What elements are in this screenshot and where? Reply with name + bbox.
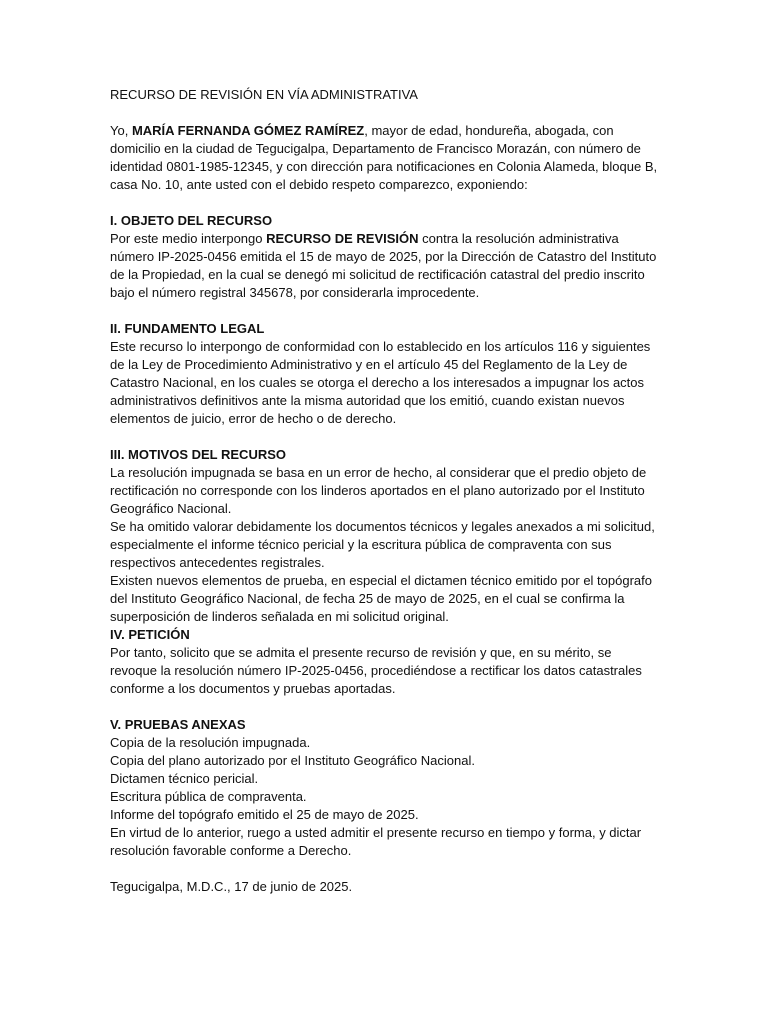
section-heading-fundamento: II. FUNDAMENTO LEGAL [110, 321, 265, 336]
spacer [110, 860, 662, 878]
spacer [110, 698, 662, 716]
recurso-de-revision-bold: RECURSO DE REVISIÓN [266, 231, 419, 246]
motivo-paragraph: Se ha omitido valorar debidamente los documentos técnicos y legales anexados a mi solicitud, especialmente el informe técnico pericial y la escritura pública de compraventa con sus respectivos antecedentes registrales. [110, 519, 655, 570]
objeto-text-start: Por este medio interpongo [110, 231, 267, 246]
document-body [110, 86, 662, 896]
section-text-fundamento: Este recurso lo interpongo de conformidad con lo establecido en los artículos 116 y siguientes de la Ley de Procedimiento Administrativo y en el artículo 45 del Reglamento de la Ley de Catastro Nacional, en los cuales se otorga el derecho a los interesados a impugnar los actos administrativos definitivos ante la misma autoridad que los emitió, cuando existan nuevos elementos de juicio, error de hecho o de derecho. [110, 339, 651, 426]
section-text-objeto [110, 230, 662, 302]
intro-prefix: Yo, [110, 123, 132, 138]
spacer [110, 194, 662, 212]
section-heading-peticion: IV. PETICIÓN [110, 627, 190, 642]
spacer [110, 104, 662, 122]
document-title: RECURSO DE REVISIÓN EN VÍA ADMINISTRATIVA [110, 87, 418, 102]
prueba-item: Dictamen técnico pericial. [110, 771, 259, 786]
prueba-item: Copia del plano autorizado por el Instituto Geográfico Nacional. [110, 753, 475, 768]
motivo-paragraph: Existen nuevos elementos de prueba, en especial el dictamen técnico emitido por el topógrafo del Instituto Geográfico Nacional, de fecha 25 de mayo de 2025, en el cual se confirma la superposición de linderos señalada en mi solicitud original. [110, 573, 652, 624]
spacer [110, 428, 662, 446]
section-heading-motivos: III. MOTIVOS DEL RECURSO [110, 447, 287, 462]
motivo-paragraph: La resolución impugnada se basa en un error de hecho, al considerar que el predio objeto de rectificación no corresponde con los linderos aportados en el plano autorizado por el Instituto Geográfico Nacional. [110, 465, 647, 516]
prueba-item: Informe del topógrafo emitido el 25 de mayo de 2025. [110, 807, 419, 822]
spacer [110, 302, 662, 320]
prueba-item: Escritura pública de compraventa. [110, 789, 307, 804]
section-text-peticion: Por tanto, solicito que se admita el presente recurso de revisión y que, en su mérito, se revoque la resolución número IP-2025-0456, procediéndose a rectificar los datos catastrales conforme a los documentos y pruebas aportadas. [110, 645, 642, 696]
intro-paragraph [110, 122, 662, 194]
objeto-text-end: contra la resolución administrativa número IP-2025-0456 emitida el 15 de mayo de 2025, por la Dirección de Catastro del Instituto de la Propiedad, en la cual se denegó mi solicitud de rectificación catastral del predio inscrito bajo el número registral 345678, por considerarla improcedente. [110, 231, 657, 300]
intro-text: , mayor de edad, hondureña, abogada, con domicilio en la ciudad de Tegucigalpa, Departamento de Francisco Morazán, con número de identidad 0801-1985-12345, y con dirección para notificaciones en Colonia Alameda, bloque B, casa No. 10, ante usted con el debido respeto comparezco, exponiendo: [110, 123, 658, 192]
applicant-name: MARÍA FERNANDA GÓMEZ RAMÍREZ [131, 123, 365, 138]
closing-paragraph: En virtud de lo anterior, ruego a usted admitir el presente recurso en tiempo y forma, y dictar resolución favorable conforme a Derecho. [110, 825, 642, 858]
prueba-item: Copia de la resolución impugnada. [110, 735, 311, 750]
section-heading-objeto: I. OBJETO DEL RECURSO [110, 213, 273, 228]
section-heading-pruebas: V. PRUEBAS ANEXAS [110, 717, 246, 732]
place-and-date: Tegucigalpa, M.D.C., 17 de junio de 2025. [110, 879, 353, 894]
